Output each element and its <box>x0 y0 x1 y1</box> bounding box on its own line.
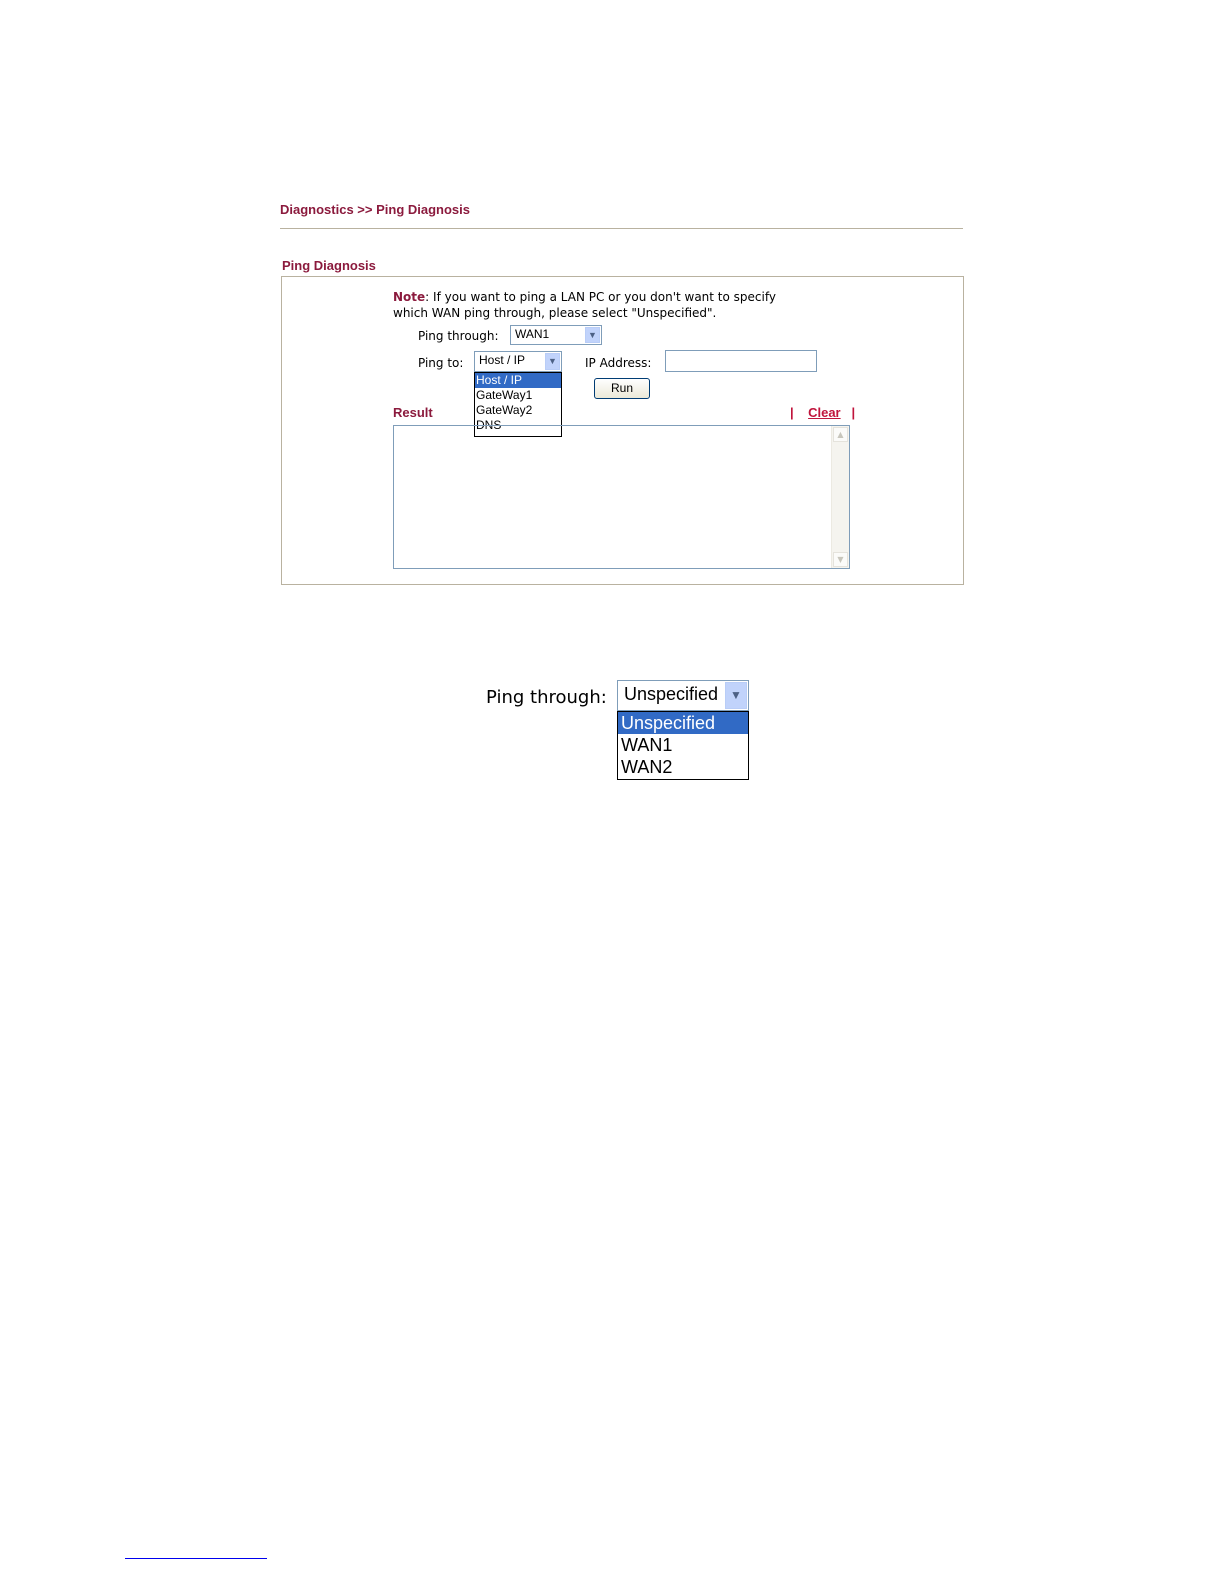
ping-through-select-zoom[interactable] <box>617 680 749 711</box>
ip-address-label: IP Address: <box>585 356 652 370</box>
ping-through-option[interactable]: WAN1 <box>621 735 673 755</box>
ping-to-select[interactable] <box>474 351 562 372</box>
note-text <box>393 289 776 321</box>
ping-to-label: Ping to: <box>418 356 464 370</box>
result-textarea[interactable] <box>393 425 850 569</box>
scroll-down-icon[interactable]: ▼ <box>833 552 848 567</box>
ping-through-dropdown-zoom <box>617 711 749 780</box>
ping-through-option[interactable]: WAN2 <box>621 757 673 777</box>
divider <box>280 228 963 229</box>
separator: | <box>790 405 794 420</box>
chevron-down-icon[interactable]: ▼ <box>725 682 747 709</box>
scrollbar[interactable] <box>831 426 849 568</box>
note-line1: : If you want to ping a LAN PC or you don't want to specify <box>425 290 776 304</box>
clear-link[interactable]: Clear <box>808 405 841 420</box>
result-label: Result <box>393 405 433 420</box>
chevron-down-icon[interactable]: ▼ <box>545 353 560 370</box>
ping-to-option[interactable]: DNS <box>476 418 502 432</box>
breadcrumb: Diagnostics >> Ping Diagnosis <box>280 202 470 217</box>
ping-through-value: WAN1 <box>515 327 550 341</box>
ping-through-option[interactable]: Unspecified <box>618 712 748 734</box>
ping-to-option[interactable]: GateWay2 <box>476 403 533 417</box>
ping-through-select[interactable] <box>510 325 602 345</box>
section-title: Ping Diagnosis <box>282 258 376 273</box>
note-label: Note <box>393 290 426 304</box>
ip-address-input[interactable] <box>665 350 817 372</box>
clear-link-group <box>790 405 855 420</box>
separator: | <box>851 405 856 420</box>
footer-link-underline <box>125 1558 267 1559</box>
ping-through-label: Ping through: <box>418 329 499 343</box>
scroll-up-icon[interactable]: ▲ <box>833 427 848 442</box>
run-button[interactable]: Run <box>594 378 650 399</box>
ping-to-option[interactable]: Host / IP <box>475 373 561 388</box>
chevron-down-icon[interactable]: ▼ <box>585 327 600 343</box>
note-line2: which WAN ping through, please select "Unspecified". <box>393 306 717 320</box>
ping-through-label-zoom: Ping through: <box>486 687 607 708</box>
ping-to-option[interactable]: GateWay1 <box>476 388 533 402</box>
ping-to-value: Host / IP <box>479 353 526 367</box>
ping-through-value-zoom: Unspecified <box>624 684 719 704</box>
